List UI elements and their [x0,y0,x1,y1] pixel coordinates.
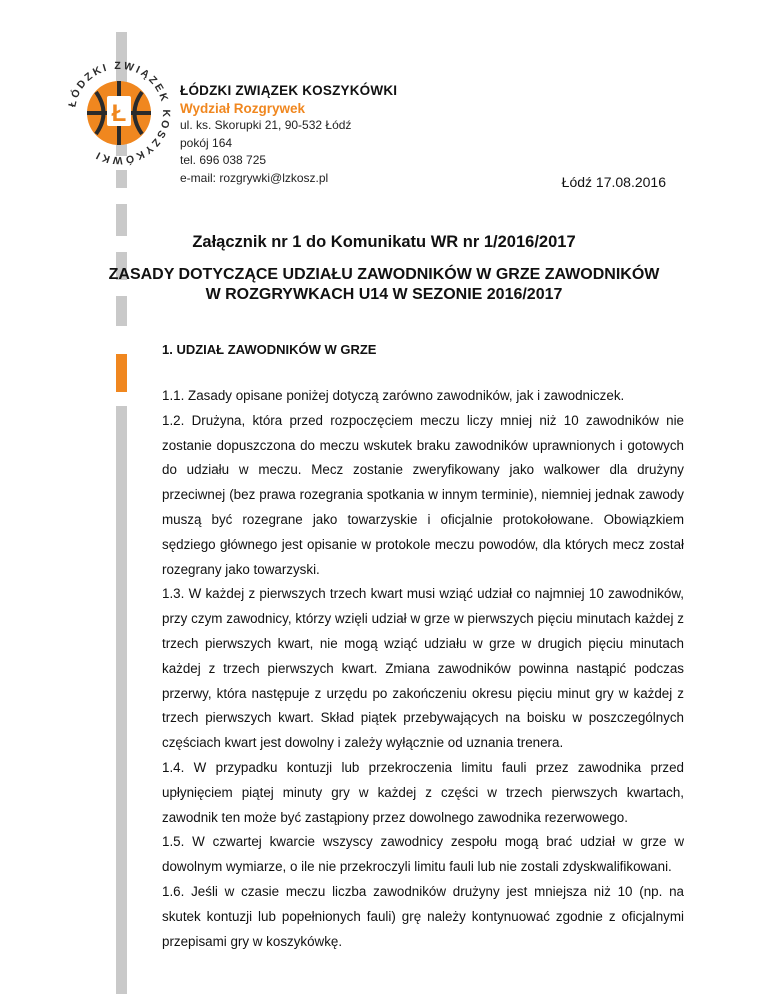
document-date: Łódź 17.08.2016 [561,174,666,190]
phone: tel. 696 038 725 [180,153,267,167]
association-logo [66,60,172,166]
organization-header [180,82,397,187]
paragraph: 1.2. Drużyna, która przed rozpoczęciem meczu liczy mniej niż 10 zawodników nie zostanie dopuszczona do meczu wskutek braku zawodników uprawnionych i gotowych do udziału w meczu. Mecz zostanie zweryfikowany jako walkower dla drużyny przeciwnej (bez prawa rozegrania spotkania w innym terminie), niemniej jednak zawody muszą być rozegrane jako towarzyskie i oficjalnie protokołowane. Obowiązkiem sędziego głównego jest opisanie w protokole meczu powodów, dla których mecz został rozegrany jako towarzyski. [162,412,684,577]
section-heading: 1. UDZIAŁ ZAWODNIKÓW W GRZE [162,342,377,357]
stripe-accent-segment [116,354,127,392]
page-title [0,265,768,305]
organization-name: ŁÓDZKI ZWIĄZEK KOSZYKÓWKI [180,83,398,98]
page-title-line-2: W ROZGRYWKACH U14 W SEZONIE 2016/2017 [205,286,563,303]
logo-monogram: Ł [111,100,127,127]
paragraph: 1.1. Zasady opisane poniżej dotyczą zarówno zawodników, jak i zawodniczek. [162,388,625,403]
email: e-mail: rozgrywki@lzkosz.pl [180,170,329,185]
section-body [162,384,684,954]
address: ul. ks. Skorupki 21, 90-532 Łódź [180,118,352,132]
attachment-title: Załącznik nr 1 do Komunikatu WR nr 1/2016/2017 [192,233,576,251]
paragraph: 1.5. W czwartej kwarcie wszyscy zawodnicy zespołu mogą brać udział w grze w dowolnym wymiarze, o ile nie przekroczyli limitu fauli lub nie zostali zdyskwalifikowani. [162,834,684,875]
stripe-segment [116,170,127,188]
page-title-line-1: ZASADY DOTYCZĄCE UDZIAŁU ZAWODNIKÓW W GRZE ZAWODNIKÓW [108,266,660,283]
department-name: Wydział Rozgrywek [180,100,306,116]
paragraph: 1.3. W każdej z pierwszych trzech kwart musi wziąć udział co najmniej 10 zawodników, przy czym zawodnicy, którzy wzięli udział w grze w pierwszych pięciu minutach każdej z trzech pierwszych kwart, nie mogą wziąć udziału w grze w drugich pięciu minutach każdej z trzech pierwszych kwart. Zmiana zawodników powinna nastąpić podczas przerwy, która następuje z urzędu po zakończeniu okresu pięciu minut gry w każdej z trzech pierwszych kwart. Skład piątek przebywających na boisku w poszczególnych częściach kwart jest dowolny i zależy wyłącznie od uznania trenera. [162,586,684,751]
stripe-segment [116,406,127,994]
paragraph: 1.6. Jeśli w czasie meczu liczba zawodników drużyny jest mniejsza niż 10 (np. na skutek kontuzji lub popełnionych fauli) grę należy kontynuować zgodnie z oficjalnymi przepisami gry w koszykówkę. [162,883,684,949]
room: pokój 164 [180,135,233,150]
logo-ring-text: ŁÓDZKI ZWIĄZEK KOSZYKÓWKI [66,60,172,166]
stripe-segment [116,204,127,236]
paragraph: 1.4. W przypadku kontuzji lub przekroczenia limitu fauli przez zawodnika przed upłynięciem piątej minuty gry w każdej z części w trzech pierwszych kwartach, zawodnik ten może być zastąpiony przez dowolnego zawodnika rezerwowego. [162,759,684,825]
